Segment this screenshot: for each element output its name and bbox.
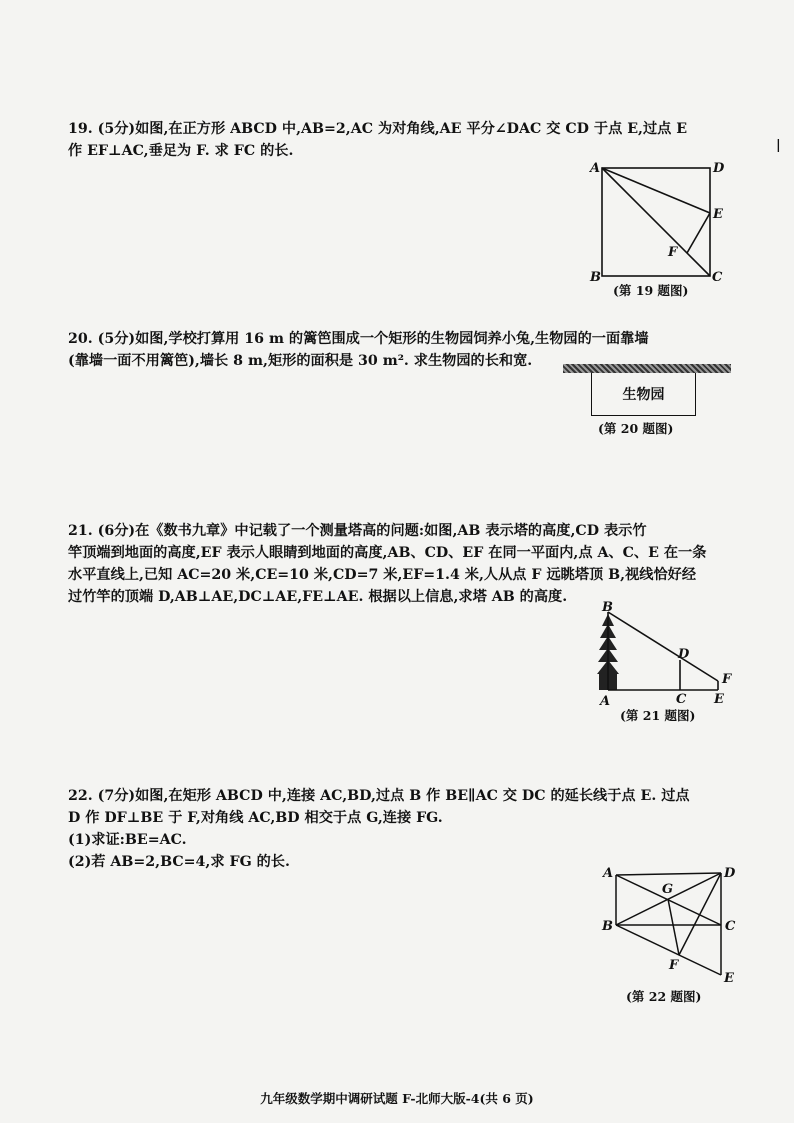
fig22-label-a: A (603, 866, 614, 881)
fig22-label-b: B (602, 919, 613, 934)
fig19-label-c: C (712, 270, 723, 285)
figure-22 (596, 860, 746, 988)
q19-line2: 作 EF⊥AC,垂足为 F. 求 FC 的长. (68, 143, 294, 159)
figure-21 (590, 600, 740, 708)
fig20-garden-box (591, 373, 696, 416)
q19-line1: 19. (5分)如图,在正方形 ABCD 中,AB=2,AC 为对角线,AE 平分∠DAC 交 CD 于点 E,过点 E (68, 121, 688, 137)
fig21-label-e: E (714, 692, 724, 707)
q21-line1: 21. (6分)在《数书九章》中记载了一个测量塔高的问题:如图,AB 表示塔的高度,CD 表示竹 (68, 523, 647, 539)
fig20-garden-label: 生物园 (622, 387, 665, 403)
q21-line2: 竿顶端到地面的高度,EF 表示人眼睛到地面的高度,AB、CD、EF 在同一平面内,点 A、C、E 在一条 (68, 545, 707, 561)
q22-part2: (2)若 AB=2,BC=4,求 FG 的长. (68, 854, 290, 870)
q20-line2: (靠墙一面不用篱笆),墙长 8 m,矩形的面积是 30 m². 求生物园的长和宽. (68, 353, 533, 369)
fig20-caption: (第 20 题图) (598, 421, 674, 436)
fig19-label-d: D (713, 161, 725, 176)
fig19-label-a: A (590, 161, 601, 176)
fig22-label-g: G (662, 882, 674, 897)
fig21-label-b: B (602, 600, 613, 615)
fig19-caption: (第 19 题图) (613, 283, 689, 298)
question-21 (68, 520, 730, 608)
fig20-wall (563, 364, 731, 373)
fig22-label-e: E (724, 971, 734, 986)
fig21-caption: (第 21 题图) (620, 708, 696, 723)
q22-part1: (1)求证:BE=AC. (68, 832, 187, 848)
q22-line1: 22. (7分)如图,在矩形 ABCD 中,连接 AC,BD,过点 B 作 BE∥AC 交 DC 的延长线于点 E. 过点 (68, 788, 690, 804)
fig21-label-d: D (678, 647, 690, 662)
figure-19 (585, 155, 725, 290)
fig19-label-b: B (590, 270, 601, 285)
fig22-label-c: C (725, 919, 736, 934)
edge-mark: | (776, 138, 781, 153)
q22-line2: D 作 DF⊥BE 于 F,对角线 AC,BD 相交于点 G,连接 FG. (68, 810, 443, 826)
fig21-label-f: F (722, 672, 732, 687)
q21-line3: 水平直线上,已知 AC=20 米,CE=10 米,CD=7 米,EF=1.4 米,人从点 F 远眺塔顶 B,视线恰好经 (68, 567, 697, 583)
q21-line4: 过竹竿的顶端 D,AB⊥AE,DC⊥AE,FE⊥AE. 根据以上信息,求塔 AB 的高度. (68, 589, 568, 605)
page-footer: 九年级数学期中调研试题 F-北师大版-4(共 6 页) (260, 1091, 534, 1106)
q20-line1: 20. (5分)如图,学校打算用 16 m 的篱笆围成一个矩形的生物园饲养小兔,生物园的一面靠墙 (68, 331, 649, 347)
fig22-label-d: D (724, 866, 736, 881)
fig22-caption: (第 22 题图) (626, 989, 702, 1004)
fig21-label-c: C (676, 692, 687, 707)
fig19-label-f: F (668, 245, 678, 260)
fig21-label-a: A (600, 694, 611, 708)
fig22-label-f: F (669, 958, 679, 973)
fig19-label-e: E (713, 207, 723, 222)
